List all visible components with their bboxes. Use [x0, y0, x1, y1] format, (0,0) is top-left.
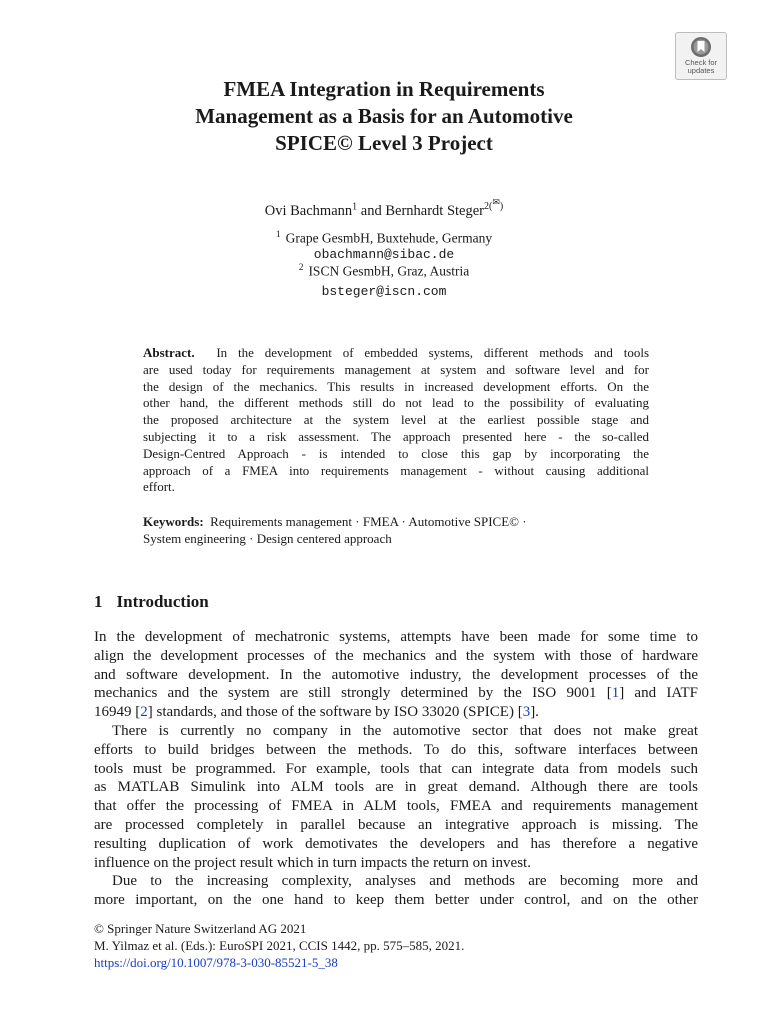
paragraph-line: resulting duplication of work demotivates the developers and has therefore a negative — [94, 835, 698, 852]
author-name: Ovi Bachmann — [264, 203, 353, 220]
author-affiliation-mark: 1 — [352, 201, 358, 213]
paper-title — [0, 76, 768, 157]
citation-link[interactable]: 2 — [140, 704, 148, 721]
paragraph-line: and software development. In the automotive industry, the development processes of the — [94, 666, 698, 683]
author-affiliation-mark: 2( — [484, 201, 493, 213]
abstract-text: effort. — [143, 479, 175, 495]
author-affiliation-mark-end: ) — [499, 201, 504, 213]
affiliation-name: Grape GesmbH, Buxtehude, Germany — [285, 230, 493, 246]
author-email[interactable]: bsteger@iscn.com — [321, 284, 447, 299]
abstract-text: In the development of embedded systems, different methods and tools — [216, 345, 650, 360]
bookmark-ribbon-icon — [690, 36, 712, 58]
paragraph-line: as MATLAB Simulink into ALM tools are in great demand. Although there are tools — [94, 779, 698, 796]
paragraph-line: In the development of mechatronic systems, attempts have been made for some time to — [94, 629, 698, 645]
doi-link[interactable]: https://doi.org/10.1007/978-3-030-85521-5_38 — [94, 955, 338, 970]
paragraph-line — [94, 703, 698, 722]
paragraph-line — [94, 684, 698, 703]
text-run: 16949 [ — [94, 704, 141, 721]
copyright-notice: © Springer Nature Switzerland AG 2021 — [94, 921, 307, 936]
paragraph-line: are processed completely in parallel because an integrative approach is missing. The — [94, 816, 698, 833]
section-title: Introduction — [116, 592, 209, 611]
text-run: ] standards, and those of the software by ISO 33020 (SPICE) [ — [147, 704, 523, 721]
title-line: Management as a Basis for an Automotive — [195, 104, 573, 128]
abstract — [143, 345, 649, 496]
abstract-text: the design of the mechanics. This results in increased development efforts. On the — [143, 378, 649, 394]
author-list — [0, 197, 768, 220]
abstract-text: Design-Centred Approach - is intended to close this gap by incorporating the — [143, 445, 649, 461]
paragraph-line: influence on the project result which in turn impacts the return on invest. — [94, 854, 531, 871]
text-run: mechanics and the system are still strongly determined by the ISO 9001 [ — [94, 685, 612, 702]
abstract-label: Abstract. — [143, 345, 195, 360]
affiliation-number: 2 — [298, 263, 304, 273]
envelope-icon[interactable]: ✉ — [492, 197, 500, 207]
text-run: ]. — [530, 704, 539, 721]
abstract-text: other hand, the different methods still do not lead to the possibility of evaluating — [143, 395, 649, 411]
abstract-text: the proposed architecture at the system level at the earliest possible stage and — [143, 412, 649, 428]
abstract-text: are used today for requirements management at system and software level and for — [143, 361, 649, 377]
section-number: 1 — [94, 592, 103, 611]
affiliation-number: 1 — [275, 230, 281, 240]
paragraph-line: tools must be programmed. For example, tools that can integrate data from models such — [94, 760, 698, 777]
paragraph-line: that offer the processing of FMEA in ALM tools, FMEA and requirements management — [94, 798, 698, 815]
citation-link[interactable]: 1 — [611, 685, 620, 702]
paragraph-line: Due to the increasing complexity, analyses and methods are becoming more and — [112, 873, 698, 890]
affiliation-name: ISCN GesmbH, Graz, Austria — [308, 263, 470, 279]
paragraph-line: align the development processes of the mechanics and the system with those of hardware — [94, 647, 698, 664]
paragraph-line: There is currently no company in the automotive sector that does not make great — [112, 722, 698, 739]
author-separator: and — [357, 203, 386, 220]
text-run: ] and IATF — [619, 685, 698, 702]
section-heading — [94, 592, 209, 612]
abstract-text: subjecting it to a risk assessment. The approach presented here - the so-called — [143, 428, 649, 444]
affiliation-1 — [0, 230, 768, 247]
keywords — [143, 514, 663, 548]
citation-info: M. Yilmaz et al. (Eds.): EuroSPI 2021, CCIS 1442, pp. 575–585, 2021. — [94, 938, 465, 953]
title-line: FMEA Integration in Requirements — [223, 77, 545, 101]
abstract-text: approach of a FMEA into requirements management - without causing additional — [143, 462, 649, 478]
paragraph-line: efforts to build bridges between the methods. To do this, software interfaces between — [94, 741, 698, 758]
citation-link[interactable]: 3 — [522, 704, 531, 721]
title-line: SPICE© Level 3 Project — [275, 131, 493, 155]
page-footer — [94, 920, 464, 971]
keywords-text: Requirements management · FMEA · Automotive SPICE© · — [210, 514, 527, 529]
check-for-updates-badge[interactable] — [675, 32, 727, 80]
author-email[interactable]: obachmann@sibac.de — [313, 247, 455, 262]
paragraph-line: more important, on the one hand to keep them better under control, and on the other — [94, 892, 698, 909]
affiliation-2 — [0, 263, 768, 280]
keywords-label: Keywords: — [143, 514, 204, 529]
body-text — [94, 628, 698, 910]
keywords-text: System engineering · Design centered approach — [143, 530, 392, 546]
author-name: Bernhardt Steger — [385, 203, 484, 220]
badge-text: Check for updates — [684, 58, 718, 75]
